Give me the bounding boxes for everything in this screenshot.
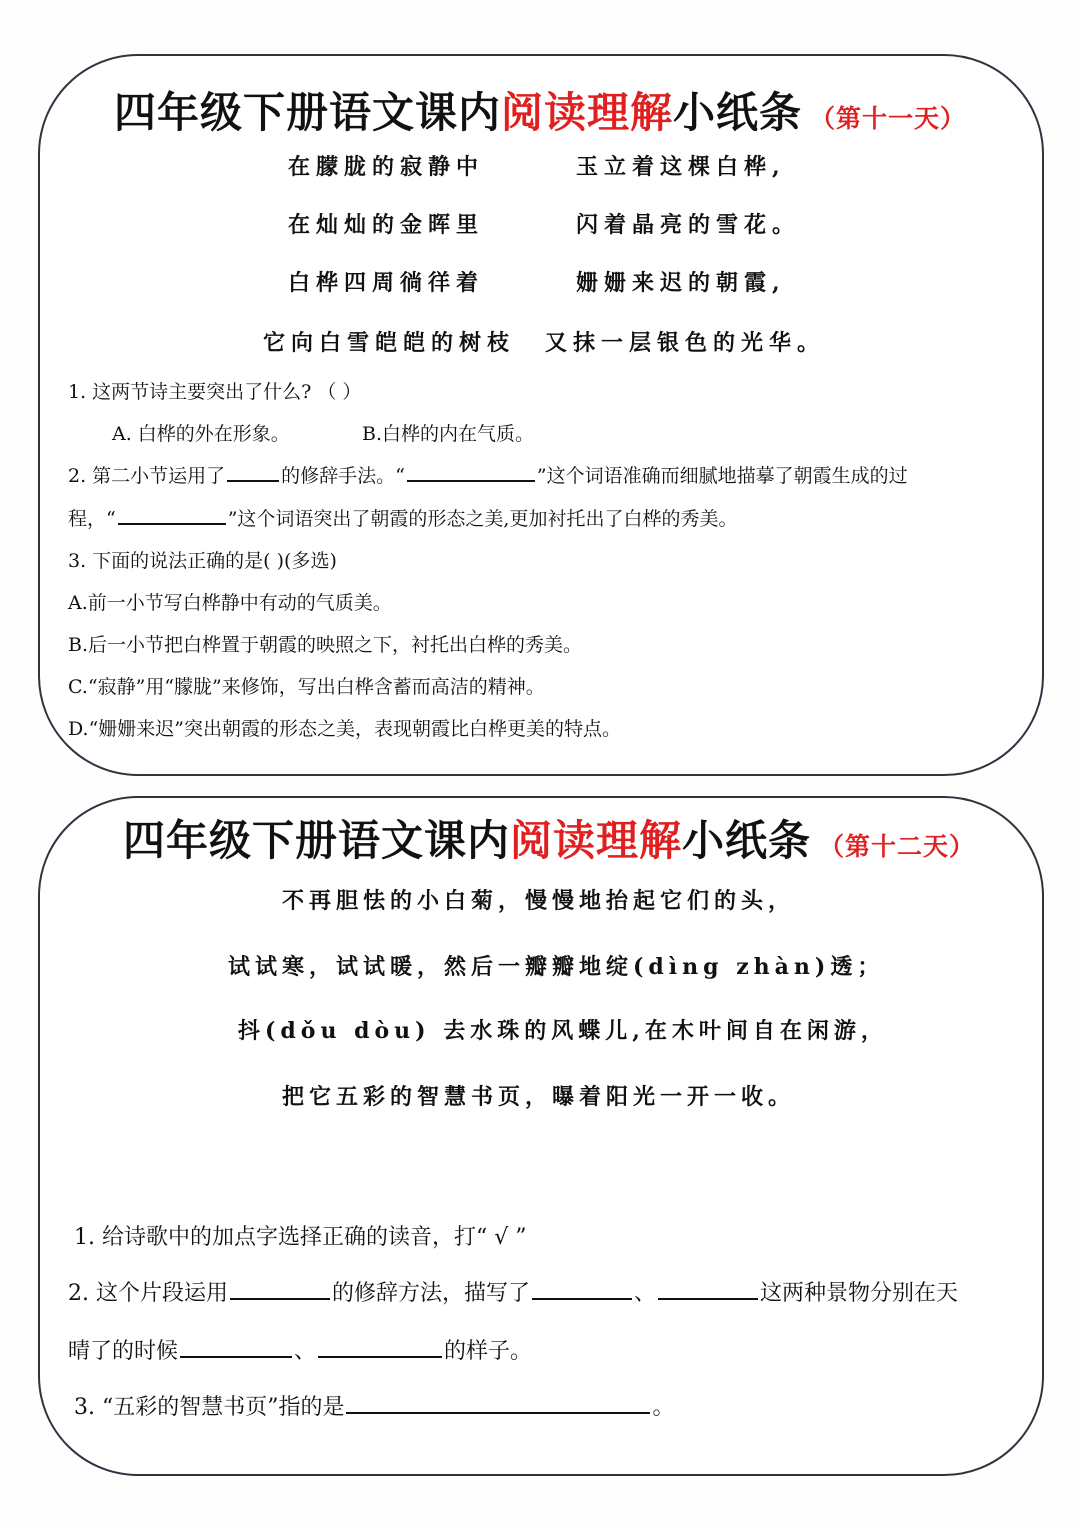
card1-question-3-option-b: B.后一小节把白桦置于朝霞的映照之下，衬托出白桦的秀美。 — [68, 634, 583, 656]
card2-title-suffix: 小纸条 — [682, 816, 812, 865]
card2-poem-line-3: 抖(dǒu dòu) 去水珠的风蝶儿,在木叶间自在闲游， — [238, 1018, 888, 1044]
card2-question-2-line-1 — [68, 1276, 958, 1307]
card1-poem-line-4b: 又抹一层银色的光华。 — [545, 330, 826, 356]
card2-q3-blank[interactable] — [346, 1392, 650, 1414]
card1-title-highlight: 阅读理解 — [500, 88, 673, 137]
card1-q2-text-a: 2. 第二小节运用了 — [68, 465, 226, 487]
card1-q2-text-b: 的修辞手法。“ — [281, 465, 405, 487]
card2-q3-text-b: 。 — [652, 1395, 675, 1420]
card2-q2-text-d: 这两种景物分别在天 — [760, 1281, 959, 1306]
card2-q2-text-f: 、 — [294, 1339, 317, 1364]
card1-q2-blank-2[interactable] — [407, 462, 535, 482]
card1-q2-text-c: ”这个词语准确而细腻地描摹了朝霞生成的过 — [536, 465, 908, 487]
card1-poem-line-1a: 在朦胧的寂静中 — [288, 154, 485, 180]
card2-q2-blank-3[interactable] — [658, 1278, 758, 1300]
card2-question-3 — [74, 1390, 675, 1421]
card1-question-3-option-a: A.前一小节写白桦静中有动的气质美。 — [68, 592, 392, 614]
card2-q2-text-a: 2. 这个片段运用 — [68, 1281, 228, 1306]
card1-question-3: 3. 下面的说法正确的是( )(多选) — [68, 550, 337, 572]
card2-q2-text-g: 的样子。 — [444, 1339, 533, 1364]
card2-day-label: （第十二天） — [819, 832, 976, 861]
card2-q2-blank-2[interactable] — [532, 1278, 632, 1300]
card1-question-2-line-1 — [68, 461, 908, 488]
card2-title-text: 四年级下册语文课内 — [122, 816, 510, 865]
card2-q2-text-b: 的修辞方法，描写了 — [331, 1281, 530, 1306]
card1-poem-line-1b: 玉立着这棵白桦, — [576, 154, 786, 180]
card1-poem-line-2b: 闪着晶亮的雪花。 — [576, 212, 801, 238]
card2-poem-line-4: 把它五彩的智慧书页，曝着阳光一开一收。 — [282, 1084, 796, 1110]
card1-question-1-option-a: A. 白桦的外在形象。 — [112, 423, 290, 445]
card1-question-1-option-b: B.白桦的内在气质。 — [362, 423, 535, 445]
card1-day-label: （第十一天） — [810, 104, 967, 133]
card1-poem-line-2a: 在灿灿的金晖里 — [288, 212, 485, 238]
card1-q2-text-e: ”这个词语突出了朝霞的形态之美,更加衬托出了白桦的秀美。 — [227, 508, 738, 530]
card2-poem-line-1: 不再胆怯的小白菊，慢慢地抬起它们的头， — [282, 888, 796, 914]
card1-question-3-option-d: D.“姗姗来迟”突出朝霞的形态之美，表现朝霞比白桦更美的特点。 — [68, 718, 622, 740]
card1-poem-line-4a: 它向白雪皑皑的树枝 — [263, 330, 516, 356]
card2-title-highlight: 阅读理解 — [509, 816, 682, 865]
card1-title — [0, 80, 1080, 140]
card1-title-suffix: 小纸条 — [673, 88, 803, 137]
card1-poem-line-3a: 白桦四周徜徉着 — [288, 270, 485, 296]
card2-q3-text-a: 3. “五彩的智慧书页”指的是 — [74, 1395, 345, 1420]
worksheet-card-day-11 — [38, 54, 1044, 776]
card1-q2-text-d: 程，“ — [68, 508, 116, 530]
card1-poem-line-3b: 姗姗来迟的朝霞, — [576, 270, 786, 296]
card1-q2-blank-3[interactable] — [118, 505, 226, 525]
card1-title-text: 四年级下册语文课内 — [113, 88, 501, 137]
card2-q2-blank-1[interactable] — [230, 1278, 330, 1300]
card2-question-2-line-2 — [68, 1334, 532, 1365]
card2-poem-line-2: 试试寒，试试暖，然后一瓣瓣地绽(dìng zhàn)透； — [228, 954, 885, 980]
card1-question-2-line-2 — [68, 504, 737, 531]
card2-title — [0, 808, 1080, 868]
card1-question-1: 1. 这两节诗主要突出了什么? （ ） — [68, 381, 362, 403]
card2-q2-blank-5[interactable] — [318, 1336, 442, 1358]
card2-q2-text-c: 、 — [634, 1281, 657, 1306]
card1-q2-blank-1[interactable] — [227, 462, 279, 482]
card2-q2-text-e: 晴了的时候 — [68, 1339, 179, 1364]
card1-question-3-option-c: C.“寂静”用“朦胧”来修饰，写出白桦含蓄而高洁的精神。 — [68, 676, 545, 698]
card2-q2-blank-4[interactable] — [180, 1336, 292, 1358]
card2-question-1: 1. 给诗歌中的加点字选择正确的读音，打“ √ ” — [74, 1225, 527, 1250]
